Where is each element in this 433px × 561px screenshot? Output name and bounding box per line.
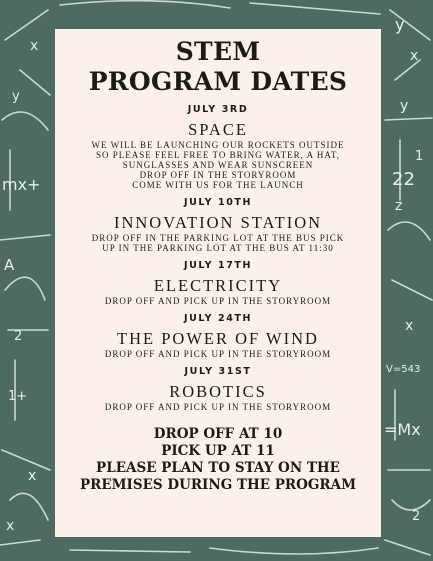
chalk-glyph: mx+ <box>2 175 41 194</box>
session-july-24 <box>55 312 381 359</box>
page-title: STEM PROGRAM DATES <box>88 37 348 96</box>
session-topic: INNOVATION STATION <box>113 213 323 232</box>
session-details: DROP OFF AND PICK UP IN THE STORYROOM <box>104 296 332 306</box>
session-details: DROP OFF AND PICK UP IN THE STORYROOM <box>104 349 332 359</box>
chalk-glyph: x <box>410 48 419 64</box>
chalk-glyph: x <box>30 38 39 54</box>
dropoff-pickup-notice: DROP OFF AT 10 PICK UP AT 11 PLEASE PLAN TO STAY ON THE PREMISES DURING THE PROGRAM <box>79 426 357 493</box>
chalk-glyph: =Mx <box>384 420 421 439</box>
chalk-glyph: 22 <box>392 169 415 190</box>
chalk-glyph: y <box>400 98 409 114</box>
session-date: JULY 3RD <box>187 104 249 115</box>
session-july-3 <box>55 103 381 190</box>
program-flyer-card <box>55 29 381 537</box>
session-details: DROP OFF AND PICK UP IN THE STORYROOM <box>104 402 332 412</box>
session-details: WE WILL BE LAUNCHING OUR ROCKETS OUTSIDE SO PLEASE FEEL FREE TO BRING WATER, A HAT, SUNGLASSES AND WEAR SUNSCREEN DROP OFF IN THE STORYROOM COME WITH US FOR THE LAUNCH <box>91 140 345 190</box>
session-july-17 <box>55 259 381 306</box>
session-july-10 <box>55 196 381 253</box>
session-date: JULY 24TH <box>183 313 253 324</box>
session-date: JULY 17TH <box>183 260 253 271</box>
session-topic: ELECTRICITY <box>153 276 283 295</box>
chalk-glyph: z <box>395 198 403 214</box>
session-topic: THE POWER OF WIND <box>117 329 319 348</box>
chalk-glyph: 2 <box>14 329 23 344</box>
chalk-glyph: A <box>4 256 15 274</box>
session-date: JULY 31ST <box>184 366 252 377</box>
chalk-glyph: x <box>28 468 37 484</box>
session-details: DROP OFF IN THE PARKING LOT AT THE BUS PICK UP IN THE PARKING LOT AT THE BUS AT 11:30 <box>91 233 345 253</box>
chalk-glyph: x <box>6 518 15 534</box>
chalk-glyph: 2 <box>412 509 421 524</box>
chalk-glyph: y <box>12 89 20 104</box>
chalk-glyph: V=543 <box>386 364 421 375</box>
chalk-glyph: 1+ <box>8 389 28 404</box>
session-date: JULY 10TH <box>183 197 253 208</box>
session-topic: SPACE <box>188 120 248 139</box>
session-july-31 <box>55 365 381 412</box>
chalk-glyph: x <box>405 318 414 334</box>
chalk-glyph: 1 <box>415 149 424 164</box>
session-topic: ROBOTICS <box>169 382 267 401</box>
chalk-glyph: y <box>395 15 405 34</box>
